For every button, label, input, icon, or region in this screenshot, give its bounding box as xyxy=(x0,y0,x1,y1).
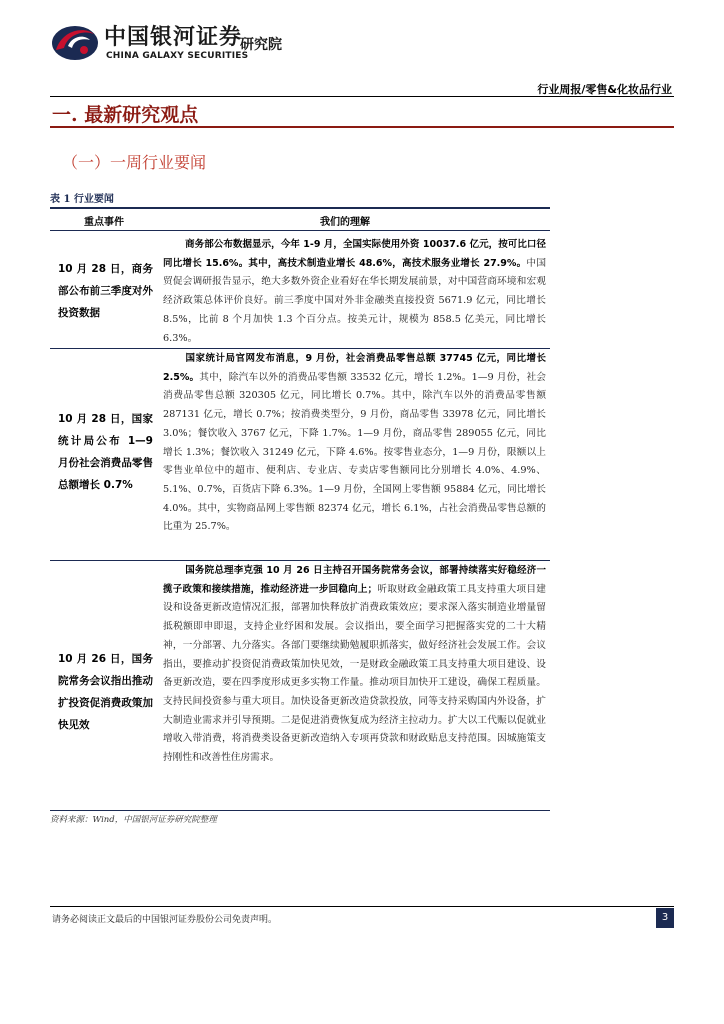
view-cell xyxy=(163,236,546,348)
table-row xyxy=(50,562,550,806)
event-cell: 10 月 26 日，国务院常务会议指出推动扩投资促消费政策加快见效 xyxy=(58,653,153,731)
footer-divider xyxy=(50,906,674,907)
view-lead: 国务院总理李克强 10 月 26 日主持召开国务院常务会议，部署持续落实好稳经济一揽子政策和接续措施，推动经济进一步回稳向上； xyxy=(163,565,546,595)
event-cell: 10 月 28 日，商务部公布前三季度对外投资数据 xyxy=(58,263,153,319)
view-lead: 国家统计局官网发布消息，9 月份，社会消费品零售总额 37745 亿元，同比增长 2.5%。 xyxy=(163,353,546,383)
header-divider xyxy=(50,96,674,97)
table-row xyxy=(50,236,550,342)
table-header-border xyxy=(50,230,550,231)
table-top-border xyxy=(50,207,550,209)
view-cell xyxy=(163,562,546,768)
page-header xyxy=(0,0,724,100)
view-body: 其中，除汽车以外的消费品零售额 33532 亿元，增长 1.2%。1—9 月份，社会消费品零售总额 320305 亿元，同比增长 0.7%。其中，除汽车以外的消费品零售额 287131 亿元，增长 0.7%；按消费类型分，9 月份，商品零售 33978 亿元，同比增长 3.0%；餐饮收入 3767 亿元，下降 1.7%。1—9 月份，商品零售 289055 亿元，同比增长 1.3%；餐饮收入 31249 亿元，下降 4.6%。按零售业态分，1—9 月份，限额以上零售业单位中的超市、便利店、专业店、专卖店零售额同比分别增长 4.0%、4.9%、5.1%、0.7%，百货店下降 6.3%。1—9 月份，全国网上零售额 95884 亿元，同比增长 4.0%。其中，实物商品网上零售额 82374 亿元，增长 6.1%，占社会消费品零售总额的比重为 25.7%。 xyxy=(163,371,546,533)
table-row xyxy=(50,350,550,556)
view-cell xyxy=(163,350,546,537)
column-header-view: 我们的理解 xyxy=(320,217,370,228)
view-lead: 商务部公布数据显示，今年 1-9 月，全国实际使用外资 10037.6 亿元，按可比口径同比增长 15.6%。其中，高技术制造业增长 48.6%，高技术服务业增长 27.9%。 xyxy=(163,239,546,269)
row-divider xyxy=(50,560,550,561)
row-divider xyxy=(50,348,550,349)
galaxy-logo-icon xyxy=(50,22,100,64)
brand-name-en: CHINA GALAXY SECURITIES xyxy=(106,51,249,61)
institute-label: 研究院 xyxy=(240,37,282,53)
table-caption: 表 1 行业要闻 xyxy=(50,194,114,205)
table-source: 资料来源：Wind，中国银河证券研究院整理 xyxy=(50,815,217,825)
section-title: 一. 最新研究观点 xyxy=(52,104,199,126)
view-body: 中国贸促会调研报告显示，绝大多数外资企业看好在华长期发展前景，对中国营商环境和宏观经济政策总体评价良好。前三季度中国对外非金融类直接投资 5671.9 亿元，同比增长 8.5%，比前 8 个月加快 1.3 个百分点。按美元计，规模为 858.5 亿美元，同比增长 6.3%。 xyxy=(163,257,547,344)
footer-disclaimer: 请务必阅读正文最后的中国银河证券股份公司免责声明。 xyxy=(52,915,278,925)
section-title-underline xyxy=(50,126,674,128)
subsection-title: （一）一周行业要闻 xyxy=(62,153,207,172)
report-type: 行业周报/零售&化妆品行业 xyxy=(537,83,672,96)
column-header-event: 重点事件 xyxy=(84,217,124,228)
table-bottom-border xyxy=(50,810,550,811)
event-cell: 10 月 28 日，国家统计局公布 1—9 月份社会消费品零售总额增长 0.7% xyxy=(58,413,153,491)
page-number: 3 xyxy=(656,908,674,928)
brand-name-cn: 中国银河证券 xyxy=(104,25,243,50)
view-body: 听取财政金融政策工具支持重大项目建设和设备更新改造情况汇报，部署加快释放扩消费政策效应；要求深入落实制造业增量留抵税额即申即退，支持企业纾困和发展。会议指出，要全面学习把握落实党的二十大精神，一分部署、九分落实。各部门要继续勤勉履职抓落实，做好经济社会发展工作。会议指出，要推动扩投资促消费政策加快见效，一是财政金融政策工具支持重大项目建设、设备更新改造，要在四季度形成更多实物工作量。推动项目加快开工建设，确保工程质量。支持民间投资参与重大项目。加快设备更新改造贷款投放，同等支持采购国内外设备，扩大制造业需求并引导预期。二是促进消费恢复成为经济主拉动力。扩大以工代赈以促就业增收入带消费，将消费类设备更新改造纳入专项再贷款和财政贴息支持范围。因城施策支持刚性和改善性住房需求。 xyxy=(163,583,546,764)
